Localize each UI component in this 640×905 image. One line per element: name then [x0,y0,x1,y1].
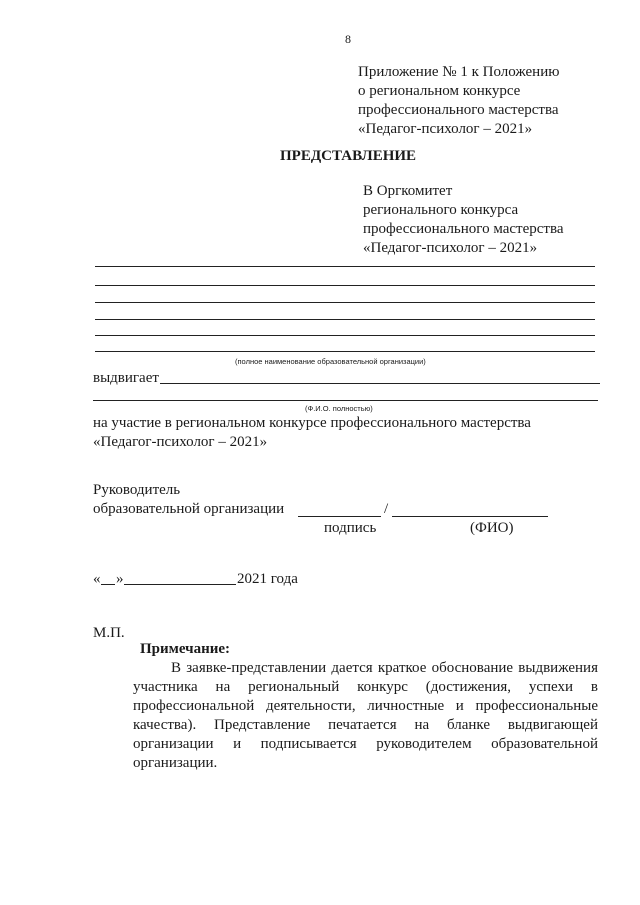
addressee-line: В Оргкомитет [363,183,453,199]
head-label-line: образовательной организации [93,501,285,517]
signature-line[interactable] [298,516,381,517]
org-name-line[interactable] [95,285,595,286]
nominee-line[interactable] [160,383,600,384]
date-open-quote: « [93,571,101,587]
addressee-line: «Педагог-психолог – 2021» [363,240,538,256]
note-title: Примечание: [140,641,231,657]
page-number: 8 [345,32,351,46]
participation-line: на участие в региональном конкурсе профессионального мастерства [93,415,531,431]
org-name-line[interactable] [95,351,595,352]
org-name-line[interactable] [95,335,595,336]
fio-caption: (Ф.И.О. полностью) [305,404,373,413]
participation-block [93,414,531,452]
date-year: 2021 года [237,571,298,587]
appendix-line: о региональном конкурсе [358,83,521,99]
note-text: В заявке-представлении дается краткое обоснование выдвижения участника на региональный конкурс (достижения, успехи в профессиональной деятельности, личностные и профессиональные качества). Представление печатается на бланке выдвигающей организации и подписывается руководителем образовательной организации. [133,660,598,771]
date-day-line[interactable] [101,584,115,585]
appendix-block [358,63,559,139]
addressee-block [363,182,564,258]
org-name-line[interactable] [95,302,595,303]
document-title: ПРЕДСТАВЛЕНИЕ [280,148,417,164]
fio-short-caption: (ФИО) [470,520,514,536]
date-close-quote: » [116,571,124,587]
participation-line: «Педагог-психолог – 2021» [93,434,268,450]
appendix-line: «Педагог-психолог – 2021» [358,121,533,137]
nominates-label: выдвигает [93,370,159,386]
signature-slash: / [384,501,389,517]
fio-line[interactable] [392,516,548,517]
date-month-line[interactable] [124,584,236,585]
addressee-line: профессионального мастерства [363,221,564,237]
head-label-line: Руководитель [93,482,181,498]
org-name-caption: (полное наименование образовательной организации) [235,357,426,366]
signature-caption: подпись [324,520,377,536]
org-name-line[interactable] [95,266,595,267]
addressee-line: регионального конкурса [363,202,519,218]
head-label-block [93,481,284,519]
appendix-line: Приложение № 1 к Положению [358,64,560,80]
appendix-line: профессионального мастерства [358,102,559,118]
stamp-label: М.П. [93,625,125,641]
org-name-line[interactable] [95,319,595,320]
nominee-line[interactable] [93,400,598,401]
